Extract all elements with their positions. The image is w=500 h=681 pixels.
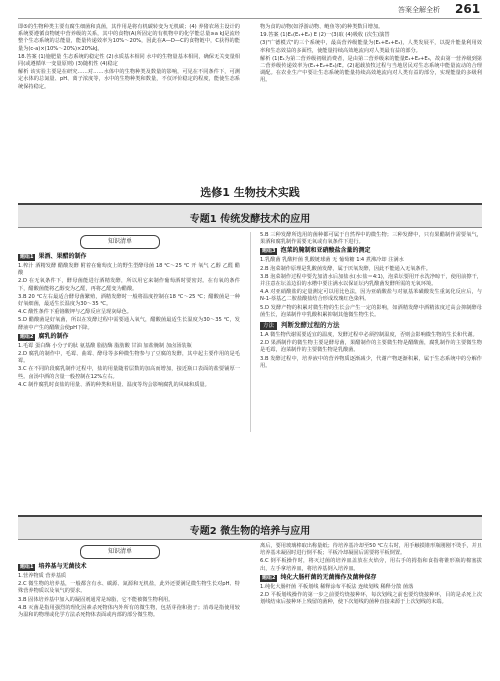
answer-paragraph: 2.D 在无氧条件下，酵母菌能进行酒精发酵，所以用它来制作葡萄酒时要密封。在有氧的条件下，醋酸菌能将乙醇变为乙醛，再将乙醛变为醋酸。 bbox=[18, 278, 240, 292]
answer-paragraph: 19.答案 (1)E₁(E₁+E₂) E (2)一(3)取 (4)吸收 (次生)演替 bbox=[260, 32, 390, 39]
methods-title: 判断发酵过程的方法 bbox=[281, 321, 340, 330]
methods-heading bbox=[260, 322, 482, 330]
topic2-left-column bbox=[18, 562, 240, 620]
question-group-heading bbox=[18, 563, 240, 571]
answer-paragraph: 5.D 发酵产物的积累对微生物的生长会产生一定的影响，如酒精发酵中酒精浓度过高会抑制酵母菌生长，泡菜制作中乳酸积累抑制其他微生物生长。 bbox=[260, 304, 482, 318]
answer-paragraph: 5.B 三种发酵所选用的菌种都可属于自然界中的微生物；三种发酵中，只有果醋制作需要氧气，果酒和腐乳制作需要无氧或有氧条件下进行。 bbox=[260, 232, 482, 246]
question-group-heading bbox=[260, 574, 482, 582]
elective-title: 选修1 生物技术实践 bbox=[200, 186, 300, 199]
column-divider bbox=[250, 232, 251, 432]
answer-paragraph: 1.营养物质 营养基质 bbox=[18, 573, 67, 579]
answer-paragraph: 2.D 腐乳的制作中，毛霉、曲霉、酵母等多种微生物参与了豆腐的发酵，其中起主要作用的是毛霉。 bbox=[18, 351, 240, 365]
question-group-heading bbox=[18, 333, 240, 341]
topic2-banner bbox=[18, 515, 482, 540]
answer-paragraph: 2.C 微生物的培养基，一般都含有水、碳源、氮源和无机盐，此外还要满足微生物生长对pH、特殊营养物质以及氧气的要求。 bbox=[18, 581, 240, 595]
topic2-title: 专题2 微生物的培养与应用 bbox=[189, 526, 311, 537]
topic1-banner bbox=[18, 203, 482, 228]
answer-paragraph: 即⑤的生物种类主要有腐生细菌和真菌，其作用是将有机碳转变为无机碳；(4) 养猪农场主设计的系统要遵循食物链中营养级的关系，其中的食物(A)所固定的有机物中的化学能总量≥a kJ是流经整个生态系统的总能量，能量传递效率为10%～20%，因此在A—D—C的食物链中，C获得的能量为(c-a)×(10%～20%)×20%kJ。 bbox=[18, 24, 240, 52]
answer-paragraph: 3.B 发酵过程中，培养液中的营养物质逐渐减少，代谢产物逐渐积累，属于生态系统中的分解作用。 bbox=[260, 355, 482, 369]
group-tag: 题组2 bbox=[20, 333, 34, 340]
answer-paragraph: 物为食的动物(如浮游动物、鲢鱼等)的种类数目增加。 bbox=[260, 24, 384, 30]
answer-paragraph: 5.D 醋酸菌是好氧菌，所以在发酵过程中需要通入氧气，醋酸菌最适生长温度为30～35 ℃，发酵液中产生的醋酸会使pH下降。 bbox=[18, 317, 240, 331]
topic1-left-column bbox=[18, 252, 240, 390]
header-rule bbox=[18, 18, 482, 19]
question-group-heading bbox=[18, 253, 240, 261]
answer-paragraph: 1.A 微生物代谢需要适宜的温度，发酵过程中必须控制温度，否则会影响微生物的生长和代谢。 bbox=[260, 332, 478, 339]
answer-paragraph: 4.C 制作腐乳时食盐的用量、酒的种类和用量、温度等均会影响腐乳的风味和质量。 bbox=[18, 381, 210, 388]
answer-paragraph: 4.C 酸性条件下重铬酸钾与乙醇反应呈现灰绿色。 bbox=[18, 309, 132, 316]
answer-paragraph: 1.纯化大肠杆菌 平板划线 稀释涂布平板法 连续划线 稀释分散 菌落 bbox=[260, 583, 414, 590]
answer-paragraph: 3.B 固体培养基中加入的凝固剂通常是琼脂，它不能被微生物利用。 bbox=[18, 596, 174, 603]
answer-paragraph: 2.D 平板划线操作的第一步之前要灼烧接种环，每次划线之前也要灼烧接种环，目的是杀死上次划线结束后接种环上残留的菌种，使下次划线的菌种直接来源于上次划线的末端。 bbox=[260, 592, 482, 606]
page-header bbox=[0, 0, 500, 20]
group-tag: 题组1 bbox=[20, 254, 34, 260]
group-title: 培养基与无菌技术 bbox=[38, 563, 87, 570]
answer-paragraph: 4.A 对亚硝酸盐的定量测定可以用比色法，因为亚硝酸盐与对氨基苯磺酸发生重氮化反应后，与N-1-萘基乙二胺盐酸盐结合形成玫瑰红色染料。 bbox=[260, 289, 482, 303]
group-tag: 题组3 bbox=[262, 248, 276, 255]
answer-paragraph: 4.B 灭菌是指用强烈的理化因素杀死物体内外所有的微生物，包括芽孢和孢子；消毒是指使用较为温和的物理或化学方法杀死物体表面或内部的部分微生物。 bbox=[18, 604, 240, 619]
answer-paragraph: 离后，要用玻璃棒取出称量纸；待培养基冷却至50 ℃左右时，用手触摸锥形瓶刚刚不烫手，并且培养基未凝固时进行倒平板；平板冷却凝固后需要将平板倒置。 bbox=[260, 543, 482, 557]
publisher-label: 答案全解全析 bbox=[398, 6, 440, 14]
topic1-title: 专题1 传统发酵技术的应用 bbox=[189, 214, 311, 225]
group-title: 腐乳的制作 bbox=[38, 332, 69, 340]
answer-paragraph: 2.B 泡菜制作原理是乳酸菌发酵，属于厌氧发酵，因此不能通入无氧条件。 bbox=[260, 265, 431, 272]
answer-paragraph: 解析 该实验主要是在研究……对……水体中的生物种类及数量的影响，可见在不同条件下，可测定水体的总氮量、pH、离子浓度等，水中的生物种类和数量，不仅评价稳定的程度，能使生态系统保持稳定。 bbox=[18, 69, 240, 90]
answer-paragraph: 3.C 在不同阶段腐乳制作过程中，盐的用量随着层数的加高而增加，接近瓶口表面的盐要铺厚一些。卤汤中酒的含量一般控制在12%左右。 bbox=[18, 366, 240, 380]
group-title: 纯化大肠杆菌的无菌操作及菌种保存 bbox=[280, 573, 377, 581]
answer-paragraph: 6.C 倒平板操作时，将灭过菌的培养皿盖放在火焰旁，用右手的拇指和食指将锥形瓶的棉塞拔出，左手拿培养皿，将培养基倒入培养皿。 bbox=[260, 558, 482, 572]
topic1-knowledge-pill: 知识清单 bbox=[80, 235, 160, 249]
answer-paragraph: 3.B 泡菜制作过程中要先加清水后加盐水(水∶盐＝4∶1)，泡菜坛要用开水洗净晾干，使用前擦干，并注意在坛盖边沿的水槽中要注满水以保证坛内乳酸菌发酵所需的无氧环境。 bbox=[260, 273, 482, 288]
topic2-right-column bbox=[260, 543, 482, 607]
answer-paragraph: 解析 (1)E₁为第二营养级初级消费者，是由第二营养级来的能量E₁+E₂+E₃，故由第一营养级到第二营养级传递效率为(E₁+E₂+E₃)/E。(2)超载放牧过程与当地居民对生态系统中能量流动的合理调配。在农业生产中要让生态系统的能量持续高效地流向对人类有益的部分，实现能量的多级利用。 bbox=[260, 55, 482, 84]
answer-paragraph: (3)"广德模式"的三个系统中，最高营养级能量为(E₁+E₂+E₃)，人类发展平，以提升能量利用效率和生态效益的多面性，使能量持续高效地流向对人类最有益的部分。 bbox=[260, 40, 482, 54]
answer-paragraph: 1.榨汁 酒精发酵 醋酸发酵 附着在葡萄皮上的野生型酵母菌 18 ℃～25 ℃ 开 氧气 乙醇 乙醛 醋酸 bbox=[18, 263, 240, 277]
top-right-column bbox=[260, 24, 482, 86]
group-title: 泡菜的腌制和亚硝酸盐含量的测定 bbox=[280, 247, 371, 255]
page-number: 261 bbox=[455, 2, 481, 16]
question-group-heading bbox=[260, 247, 482, 255]
group-tag: 题组1 bbox=[20, 564, 34, 570]
group-tag: 题组2 bbox=[262, 574, 276, 581]
methods-tag: 方法 bbox=[260, 322, 277, 330]
group-title: 果酒、果醋的制作 bbox=[38, 253, 87, 260]
answer-paragraph: 2.D 果酒制作的微生物主要是酵母菌，果醋制作的主要微生物是醋酸菌，腐乳制作的主要微生物是毛霉，泡菜制作的主要微生物是乳酸菌。 bbox=[260, 340, 482, 354]
answer-paragraph: 1.乳酸菌 乳酸杆菌 乳酸链球菌 无 葡萄糖 1∶4 煮沸冷却 注满水 bbox=[260, 257, 404, 264]
topic1-right-column bbox=[260, 232, 482, 371]
answer-paragraph: 3.B 20 ℃左右最适合酵母菌繁殖，酒精发酵时一般将温度控制在18 ℃～25 ℃；醋酸菌是一种好氧细菌，最适生长温度为30～35 ℃。 bbox=[18, 293, 240, 308]
answer-paragraph: 1.毛霉 蛋白酶 小分子的肽 氨基酸 脂肪酶 脂肪酸 甘油 加盐腌制 加卤汤装瓶 bbox=[18, 342, 192, 349]
answer-paragraph: 18.答案 (1)施肥量 生态系统的稳定性 (2)水质基本相同 水中的生物量基本相同，确保无关变量相同(或遵循单一变量原则) (3)随机性 (4)稳定 bbox=[18, 53, 240, 68]
top-left-column bbox=[18, 24, 240, 92]
topic2-knowledge-pill: 知识清单 bbox=[80, 545, 160, 559]
